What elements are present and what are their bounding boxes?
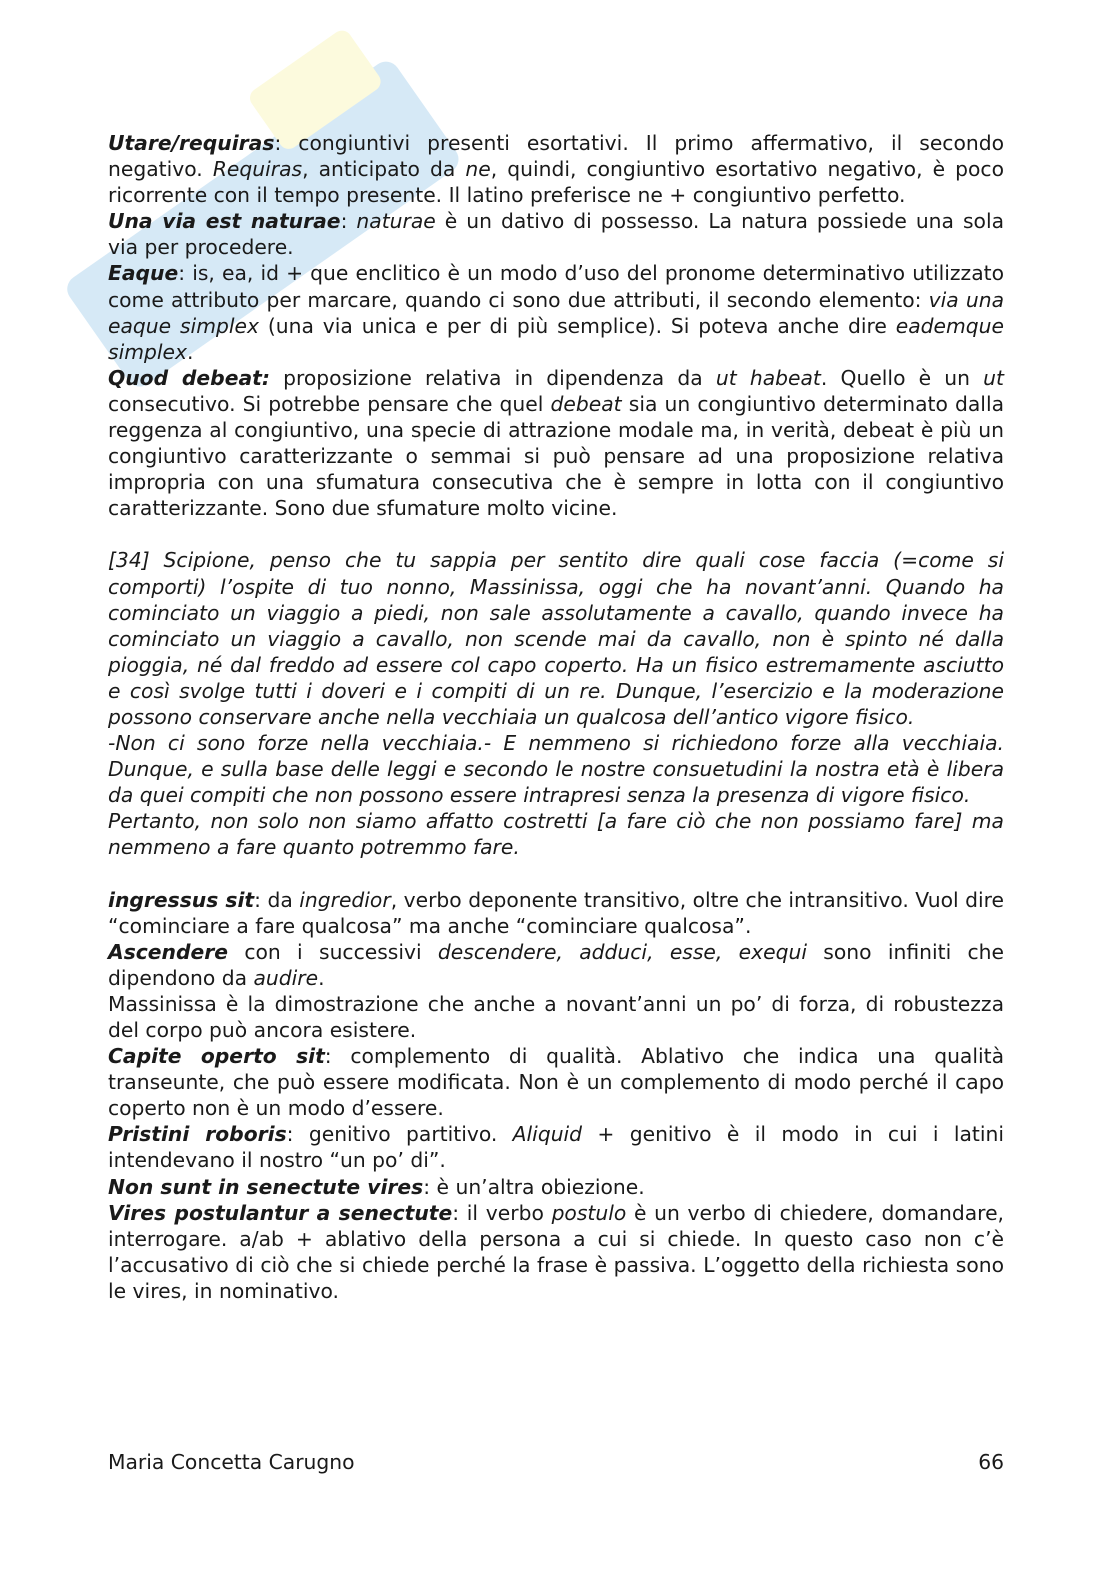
body-text: .: [318, 965, 325, 990]
body-text: :: [340, 209, 357, 234]
term-heading: Una via est naturae: [108, 209, 341, 234]
italic-text: ut habeat: [715, 365, 821, 390]
body-text: : complemento di qualità. Ablativo che indica una qualità transeunte, che può essere modificata. Non è un complemento di modo perché il capo coperto non è un modo d’essere.: [108, 1044, 1005, 1121]
term-heading: Utare/requiras: [108, 131, 275, 155]
italic-text: ingredior: [299, 887, 391, 912]
paragraph: [108, 1200, 1004, 1304]
page-number: 66: [978, 1450, 1004, 1474]
italic-text: postulo: [551, 1200, 627, 1225]
italic-text: via una eaque simplex: [108, 287, 1004, 338]
body-text: : genitivo partitivo.: [286, 1122, 513, 1147]
paragraph: [108, 365, 1004, 522]
paragraph: [108, 130, 1004, 208]
italic-text: ut: [983, 365, 1004, 390]
body-text: . Quello è un: [820, 365, 984, 390]
italic-text: eademque simplex: [108, 313, 1004, 364]
paragraph: [108, 547, 1004, 730]
body-text: è un verbo di chiedere, domandare, interrogare. a/ab + ablativo della persona a cui si chiede. In questo caso non c’è l’accusativo di ciò che si chiede perché la frase è passiva. L’oggetto della richiesta sono le vires, in nominativo.: [108, 1200, 1004, 1303]
body-text: , anticipato da: [302, 157, 466, 182]
body-text: con i successivi: [228, 939, 438, 964]
italic-text: audire: [253, 965, 319, 990]
page-footer: [108, 1450, 1004, 1474]
footer-author: Maria Concetta Carugno: [108, 1450, 355, 1474]
term-heading: Quod debeat:: [108, 365, 270, 390]
paragraph: [108, 1043, 1004, 1121]
body-text: (una via unica e per di più semplice). Si poteva anche dire: [258, 313, 896, 338]
body-text: : il verbo: [452, 1200, 552, 1225]
italic-text: -Non ci sono forze nella vecchiaia.- E nemmeno si richiedono forze alla vecchiaia. Dunque, e sulla base delle leggi e secondo le nostre consuetudini la nostra età è libera da quei compiti che non possono essere intrapresi senza la presenza di vigore fisico.: [108, 731, 1004, 808]
body-text: proposizione relativa in dipendenza da: [269, 365, 716, 390]
body-text: : da: [254, 887, 300, 912]
italic-text: naturae: [356, 209, 436, 234]
term-heading: Capite operto sit: [108, 1044, 325, 1069]
term-heading: Vires postulantur a senectute: [108, 1200, 453, 1225]
term-heading: Eaque: [108, 261, 179, 286]
document-body: [108, 130, 1004, 1304]
body-text: sono infiniti che dipendono da: [108, 939, 1004, 990]
paragraph-gap: [108, 521, 1004, 547]
term-heading: Ascendere: [108, 939, 229, 964]
paragraph: [108, 1174, 1004, 1200]
paragraph: [108, 1121, 1004, 1173]
term-heading: ingressus sit: [108, 887, 255, 912]
body-text: , verbo deponente transitivo, oltre che intransitivo. Vuol dire “cominciare a fare qualcosa” ma anche “cominciare qualcosa”.: [108, 887, 1005, 938]
paragraph: [108, 730, 1004, 808]
body-text: .: [186, 339, 194, 364]
italic-text: Pertanto, non solo non siamo affatto costretti [a fare ciò che non possiamo fare] ma nemmeno a fare quanto potremmo fare.: [108, 809, 1004, 860]
italic-text: Requiras: [212, 157, 303, 182]
body-text: Massinissa è la dimostrazione che anche a novant’anni un po’ di forza, di robustezza del corpo può ancora esistere.: [108, 991, 1004, 1042]
paragraph: [108, 808, 1004, 860]
body-text: + genitivo è il modo in cui i latini intendevano il nostro “un po’ di”.: [108, 1122, 1005, 1173]
term-heading: Non sunt in senectute vires: [108, 1174, 424, 1199]
italic-text: Aliquid: [512, 1122, 583, 1147]
italic-text: [34] Scipione, penso che tu sappia per sentito dire quali cose faccia (=come si comporti) l’ospite di tuo nonno, Massinissa, oggi che ha novant’anni. Quando ha cominciato un viaggio a piedi, non sale assolutamente a cavallo, quando invece ha cominciato un viaggio a cavallo, non scende mai da cavallo, non è spinto né dalla pioggia, né dal freddo ad essere col capo coperto. Ha un fisico estremamente asciutto e così svolge tutti i doveri e i compiti di un re. Dunque, l’esercizio e la moderazione possono conservare anche nella vecchiaia un qualcosa dell’antico vigore fisico.: [108, 548, 1004, 729]
italic-text: descendere, adduci, esse, exequi: [437, 939, 807, 964]
body-text: : is, ea, id + que enclitico è un modo d’uso del pronome determinativo utilizzato come attributo per marcare, quando ci sono due attributi, il secondo elemento:: [108, 261, 1004, 312]
term-heading: Pristini roboris: [108, 1122, 287, 1147]
paragraph: [108, 939, 1004, 991]
body-text: , quindi, congiuntivo esortativo negativo, è poco ricorrente con il tempo presente. Il latino preferisce ne + congiuntivo perfetto.: [108, 157, 1004, 208]
body-text: consecutivo. Si potrebbe pensare che quel: [108, 391, 551, 416]
italic-text: ne: [465, 157, 491, 182]
paragraph: [108, 260, 1004, 364]
italic-text: debeat: [550, 391, 622, 416]
paragraph: [108, 208, 1004, 260]
paragraph: [108, 991, 1004, 1043]
body-text: sia un congiuntivo determinato dalla reggenza al congiuntivo, una specie di attrazione modale ma, in verità, debeat è più un congiuntivo caratterizzante o semmai si può pensare ad una proposizione relativa impropria con una sfumatura consecutiva che è sempre in lotta con il congiuntivo caratterizzante. Sono due sfumature molto vicine.: [108, 391, 1005, 521]
paragraph-gap: [108, 861, 1004, 887]
body-text: è un dativo di possesso. La natura possiede una sola via per procedere.: [108, 209, 1005, 260]
body-text: : è un’altra obiezione.: [423, 1174, 645, 1199]
paragraph: [108, 887, 1004, 939]
body-text: : congiuntivi presenti esortativi. Il primo affermativo, il secondo negativo.: [108, 131, 1004, 182]
